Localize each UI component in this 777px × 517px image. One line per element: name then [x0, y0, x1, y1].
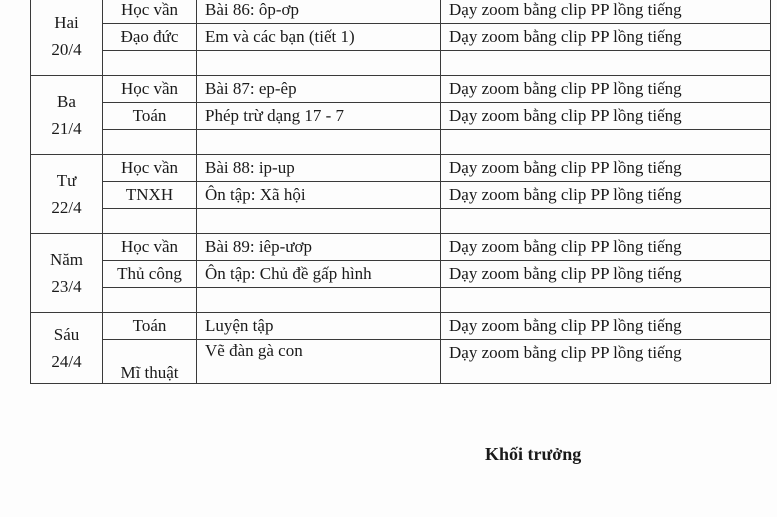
subject-cell: Mĩ thuật [103, 340, 197, 384]
subject-cell: TNXH [103, 182, 197, 209]
lesson-cell [197, 130, 441, 155]
day-name: Sáu [53, 325, 80, 344]
method-cell: Dạy zoom bằng clip PP lồng tiếng [441, 103, 771, 130]
subject-cell [103, 130, 197, 155]
lesson-cell: Luyện tập [197, 313, 441, 340]
method-cell: Dạy zoom bằng clip PP lồng tiếng [441, 155, 771, 182]
method-cell [441, 51, 771, 76]
lesson-cell [197, 51, 441, 76]
subject-cell [103, 209, 197, 234]
lesson-cell: Ôn tập: Xã hội [197, 182, 441, 209]
day-cell-friday [31, 313, 103, 384]
lesson-cell: Ôn tập: Chủ đề gấp hình [197, 261, 441, 288]
lesson-cell: Bài 88: ip-up [197, 155, 441, 182]
method-cell: Dạy zoom bằng clip PP lồng tiếng [441, 76, 771, 103]
table-row [31, 288, 771, 313]
day-cell-wednesday [31, 155, 103, 234]
method-cell [441, 209, 771, 234]
table-row [31, 76, 771, 103]
method-cell: Dạy zoom bằng clip PP lồng tiếng [441, 24, 771, 51]
day-date: 22/4 [51, 198, 82, 217]
lesson-cell [197, 288, 441, 313]
table-row [31, 209, 771, 234]
method-cell: Dạy zoom bằng clip PP lồng tiếng [441, 0, 771, 24]
day-cell-tuesday [31, 76, 103, 155]
subject-cell: Học vần [103, 0, 197, 24]
lesson-cell: Phép trừ dạng 17 - 7 [197, 103, 441, 130]
subject-cell: Thủ công [103, 261, 197, 288]
subject-cell: Học vần [103, 76, 197, 103]
table-row [31, 313, 771, 340]
subject-cell [103, 288, 197, 313]
day-date: 23/4 [51, 277, 82, 296]
day-name: Tư [56, 171, 77, 190]
table-row [31, 182, 771, 209]
day-name: Ba [57, 92, 76, 111]
method-cell [441, 288, 771, 313]
subject-cell: Học vần [103, 155, 197, 182]
table-row [31, 103, 771, 130]
day-date: 24/4 [51, 352, 82, 371]
day-date: 21/4 [51, 119, 82, 138]
lesson-cell: Em và các bạn (tiết 1) [197, 24, 441, 51]
table-row [31, 155, 771, 182]
subject-cell: Toán [103, 313, 197, 340]
day-name: Năm [49, 250, 84, 269]
table-row [31, 130, 771, 155]
method-cell: Dạy zoom bằng clip PP lồng tiếng [441, 340, 771, 384]
day-name: Hai [54, 13, 79, 32]
day-cell-thursday [31, 234, 103, 313]
table-row [31, 24, 771, 51]
lesson-cell: Bài 87: ep-êp [197, 76, 441, 103]
table-row [31, 0, 771, 24]
method-cell: Dạy zoom bằng clip PP lồng tiếng [441, 261, 771, 288]
subject-cell: Toán [103, 103, 197, 130]
subject-cell: Đạo đức [103, 24, 197, 51]
lesson-cell: Vẽ đàn gà con [197, 340, 441, 384]
method-cell: Dạy zoom bằng clip PP lồng tiếng [441, 182, 771, 209]
signature-title: Khối trưởng [485, 444, 582, 464]
lesson-cell [197, 209, 441, 234]
day-cell-monday [31, 0, 103, 76]
table-row [31, 340, 771, 384]
method-cell: Dạy zoom bằng clip PP lồng tiếng [441, 313, 771, 340]
table-row [31, 261, 771, 288]
method-cell: Dạy zoom bằng clip PP lồng tiếng [441, 234, 771, 261]
lesson-cell: Bài 86: ôp-ơp [197, 0, 441, 24]
subject-cell [103, 51, 197, 76]
method-cell [441, 130, 771, 155]
weekly-schedule-table [30, 0, 771, 384]
lesson-cell: Bài 89: iêp-ươp [197, 234, 441, 261]
table-row [31, 234, 771, 261]
subject-cell: Học vần [103, 234, 197, 261]
table-row [31, 51, 771, 76]
day-date: 20/4 [51, 40, 82, 59]
